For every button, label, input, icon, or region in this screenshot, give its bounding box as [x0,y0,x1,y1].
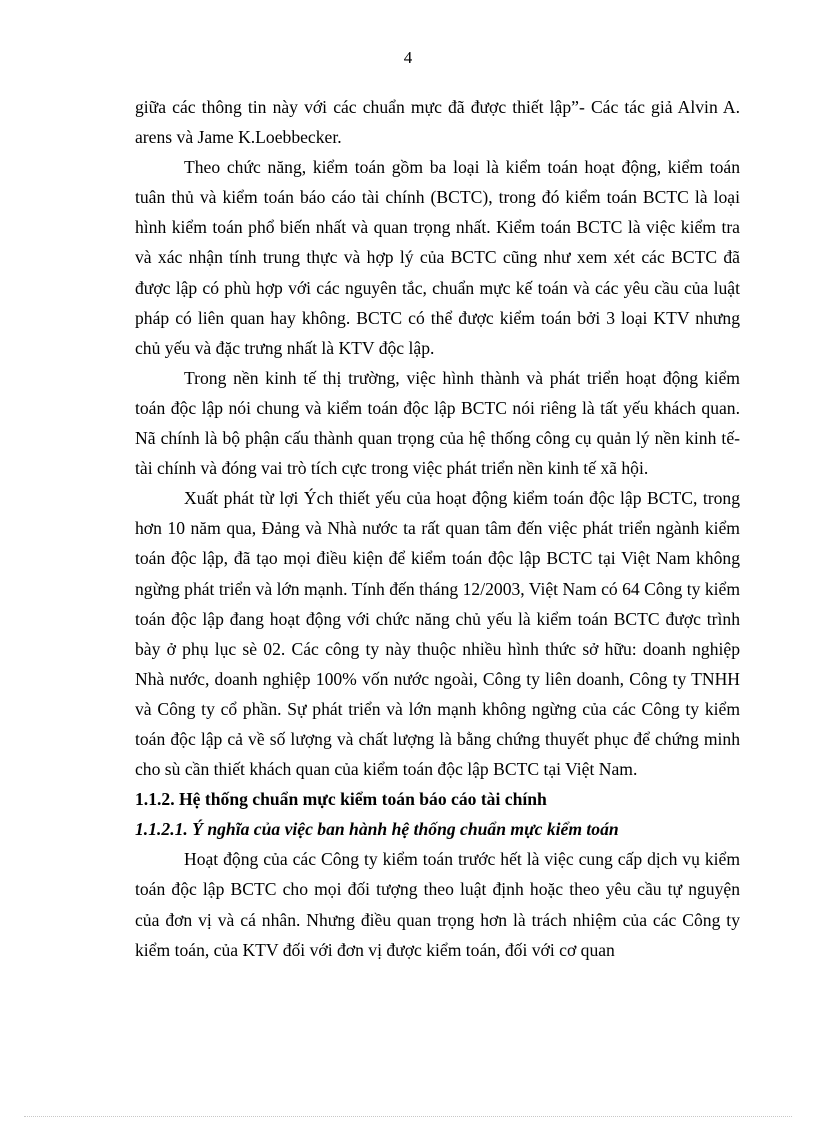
paragraph-audit-activity: Hoạt động của các Công ty kiểm toán trước hết là việc cung cấp dịch vụ kiểm toán độc lập BCTC cho mọi đối tượng theo luật định hoặc theo yêu cầu tự nguyện của đơn vị và cá nhân. Nhưng điều quan trọng hơn là trách nhiệm của các Công ty kiểm toán, của KTV đối với đơn vị được kiểm toán, đối với cơ quan [135,849,740,960]
paragraph-development: Xuất phát từ lợi Ých thiết yếu của hoạt động kiểm toán độc lập BCTC, trong hơn 10 năm qua, Đảng và Nhà nước ta rất quan tâm đến việc phát triển ngành kiểm toán độc lập, đã tạo mọi điều kiện để kiểm toán độc lập BCTC tại Việt Nam không ngừng phát triển và lớn mạnh. Tính đến tháng 12/2003, Việt Nam có 64 Công ty kiểm toán độc lập đang hoạt động với chức năng chủ yếu là kiểm toán BCTC được trình bày ở phụ lục sè 02. Các công ty này thuộc nhiều hình thức sở hữu: doanh nghiệp Nhà nước, doanh nghiệp 100% vốn nước ngoài, Công ty liên doanh, Công ty TNHH và Công ty cổ phần. Sự phát triển và lớn mạnh không ngừng của các Công ty kiểm toán độc lập cả về số lượng và chất lượng là bằng chứng thuyết phục để chứng minh cho sù cần thiết khách quan của kiểm toán độc lập BCTC tại Việt Nam. [135,488,740,780]
paragraph-audit-types: Theo chức năng, kiểm toán gồm ba loại là kiểm toán hoạt động, kiểm toán tuân thủ và kiểm toán báo cáo tài chính (BCTC), trong đó kiểm toán BCTC là loại hình kiểm toán phổ biến nhất và quan trọng nhất. Kiểm toán BCTC là việc kiểm tra và xác nhận tính trung thực và hợp lý của BCTC cũng như xem xét các BCTC đã được lập có phù hợp với các nguyên tắc, chuẩn mực kế toán và các yêu cầu của luật pháp có liên quan hay không. BCTC có thể được kiểm toán bởi 3 loại KTV nhưng chủ yếu và đặc trưng nhất là KTV độc lập. [135,157,740,358]
paragraph-continuation: giữa các thông tin này với các chuẩn mực đã được thiết lập”- Các tác giả Alvin A. arens và Jame K.Loebbecker. [135,97,740,148]
section-heading: 1.1.2. Hệ thống chuẩn mực kiểm toán báo cáo tài chính [135,789,547,810]
page-bottom-divider [24,1116,792,1117]
page-number: 4 [403,48,413,67]
subsection-heading: 1.1.2.1. Ý nghĩa của việc ban hành hệ thống chuẩn mực kiểm toán [135,819,619,840]
document-body [135,92,740,965]
paragraph-market-economy: Trong nền kinh tế thị trường, việc hình thành và phát triển hoạt động kiểm toán độc lập nói chung và kiểm toán độc lập BCTC nói riêng là tất yếu khách quan. Nã chính là bộ phận cấu thành quan trọng của hệ thống công cụ quản lý nền kinh tế- tài chính và đóng vai trò tích cực trong việc phát triển nền kinh tế xã hội. [135,367,740,479]
